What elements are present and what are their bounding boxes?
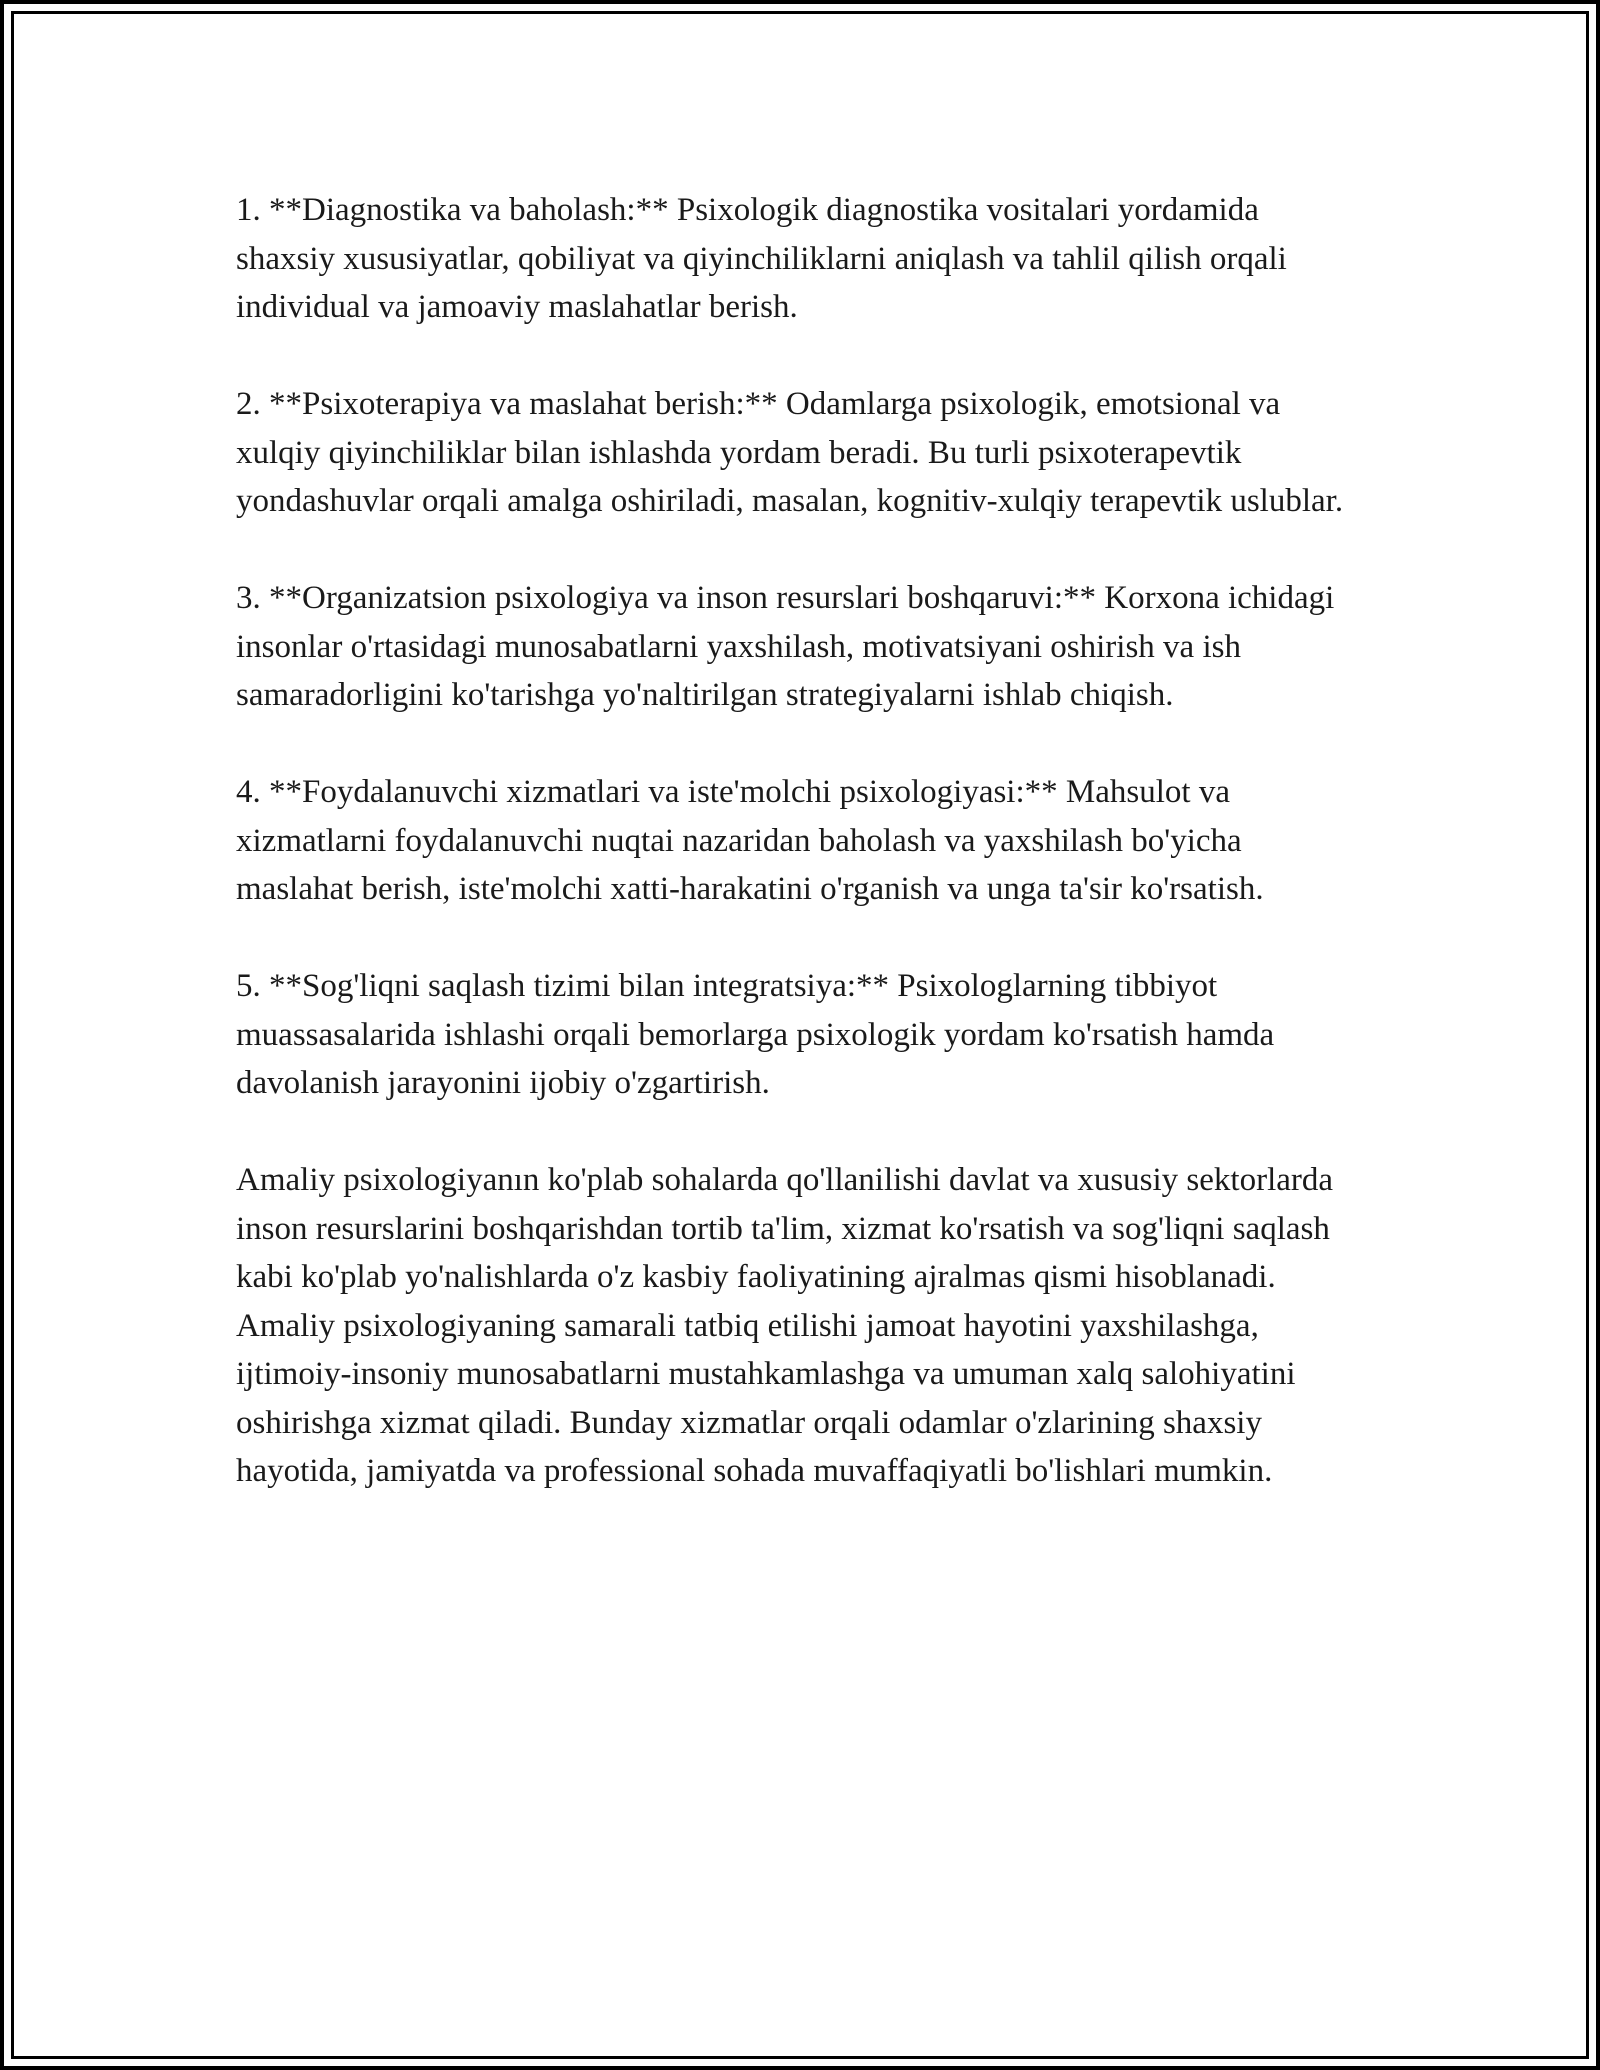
document-body [236,186,1366,1544]
list-item-psychotherapy: 2. **Psixoterapiya va maslahat berish:** Odamlarga psixologik, emotsional va xulqiy qiyinchiliklar bilan ishlashda yordam beradi. Bu turli psixoterapevtik yondashuvlar orqali amalga oshiriladi, masalan, kognitiv-xulqiy terapevtik uslublar. [236,386,1344,519]
list-item-organizational-psychology: 3. **Organizatsion psixologiya va inson resurslari boshqaruvi:** Korxona ichidagi insonlar o'rtasidagi munosabatlarni yaxshilash, motivatsiyani oshirish va ish samaradorligini ko'tarishga yo'naltirilgan strategiyalarni ishlab chiqish. [236,580,1335,713]
conclusion-paragraph: Amaliy psixologiyanın ko'plab sohalarda qo'llanilishi davlat va xususiy sektorlarda inson resurslarini boshqarishdan tortib ta'lim, xizmat ko'rsatish va sog'liqni saqlash kabi ko'plab yo'nalishlarda o'z kasbiy faoliyatining ajralmas qismi hisoblanadi. Amaliy psixologiyaning samarali tatbiq etilishi jamoat hayotini yaxshilashga, ijtimoiy-insoniy munosabatlarni mustahkamlashga va umuman xalq salohiyatini oshirishga xizmat qiladi. Bunday xizmatlar orqali odamlar o'zlarining shaxsiy hayotida, jamiyatda va professional sohada muvaffaqiyatli bo'lishlari mumkin. [236,1162,1334,1489]
list-item-healthcare-integration: 5. **Sog'liqni saqlash tizimi bilan integratsiya:** Psixologlarning tibbiyot muassasalarida ishlashi orqali bemorlarga psixologik yordam ko'rsatish hamda davolanish jarayonini ijobiy o'zgartirish. [236,968,1275,1101]
list-item-consumer-psychology: 4. **Foydalanuvchi xizmatlari va iste'molchi psixologiyasi:** Mahsulot va xizmatlarni foydalanuvchi nuqtai nazaridan baholash va yaxshilash bo'yicha maslahat berish, iste'molchi xatti-harakatini o'rganish va unga ta'sir ko'rsatish. [236,774,1264,907]
list-item-diagnostics: 1. **Diagnostika va baholash:** Psixologik diagnostika vositalari yordamida shaxsiy xususiyatlar, qobiliyat va qiyinchiliklarni aniqlash va tahlil qilish orqali individual va jamoaviy maslahatlar berish. [236,192,1287,325]
